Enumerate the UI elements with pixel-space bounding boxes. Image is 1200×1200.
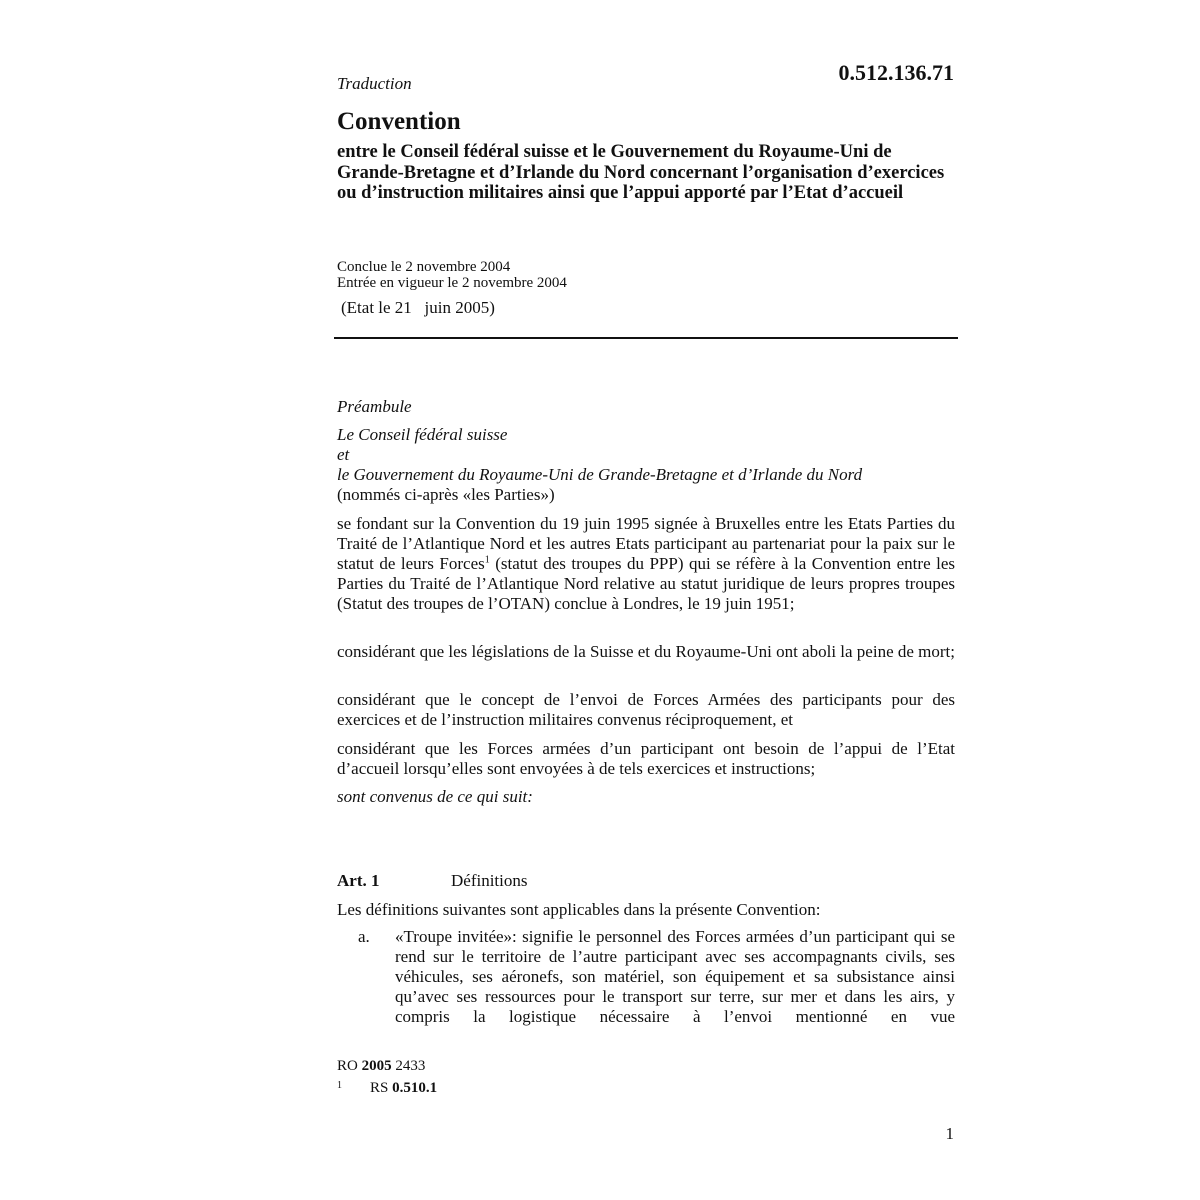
- rs-prefix: RS: [370, 1080, 393, 1096]
- in-force-date: Entrée en vigueur le 2 novembre 2004: [337, 274, 567, 291]
- preamble-parties: [337, 425, 955, 505]
- article-1-label: Art. 1: [337, 871, 380, 890]
- ro-prefix: RO: [337, 1058, 362, 1074]
- paragraph-1-text-b: (statut des troupes du PPP) qui se réfère à la Convention entre les Parties du Traité de l’Atlantique Nord relative au statut juridique de leurs propres troupes (Statut des troupes de l’OTAN) conclue à Londres, le 19 juin 1951;: [337, 554, 955, 613]
- party-conjunction: et: [337, 445, 350, 464]
- article-1-title: Définitions: [451, 871, 528, 890]
- preamble-paragraph-2: considérant que les législations de la Suisse et du Royaume-Uni ont aboli la peine de mort;: [337, 642, 956, 661]
- footnote-1-marker: 1: [337, 1080, 342, 1091]
- parties-definition: (nommés ci-après «les Parties»): [337, 485, 555, 504]
- footnote-ro: [337, 1058, 425, 1075]
- rs-number[interactable]: 0.510.1: [392, 1080, 438, 1096]
- translation-label: Traduction: [337, 74, 412, 93]
- document-number: 0.512.136.71: [838, 60, 954, 85]
- footnote-ref-1[interactable]: 1: [484, 554, 490, 566]
- ro-page: 2433: [391, 1058, 426, 1074]
- preamble-conclusion: sont convenus de ce qui suit:: [337, 787, 533, 806]
- preamble-paragraph-1: [337, 514, 955, 614]
- paragraph-1-text-a: se fondant sur la Convention du 19 juin 1995 signée à Bruxelles entre les Etats Parties du Traité de l’Atlantique Nord et les autres Etats participant au partenariat pour la paix sur le statut de leurs Forces: [337, 514, 955, 573]
- header-divider: [334, 337, 958, 339]
- document-title: Convention: [337, 108, 461, 135]
- preamble-heading: Préambule: [337, 397, 412, 416]
- concluded-date: Conclue le 2 novembre 2004: [337, 259, 511, 275]
- status-date: (Etat le 21 juin 2005): [341, 298, 495, 317]
- document-subtitle: entre le Conseil fédéral suisse et le Gouvernement du Royaume-Uni de Grande-Bretagne et d’Irlande du Nord concernant l’organisation d’exercices ou d’instruction militaires ainsi que l’appui apporté par l’Etat d’accueil: [337, 142, 945, 203]
- preamble-paragraph-3: considérant que le concept de l’envoi de Forces Armées des participants pour des exercices et de l’instruction militaires convenus réciproquement, et: [337, 690, 955, 729]
- article-1-intro: Les définitions suivantes sont applicables dans la présente Convention:: [337, 900, 821, 919]
- dates-block: [337, 260, 567, 291]
- page-number: 1: [945, 1124, 954, 1143]
- ro-year: 2005: [361, 1058, 392, 1074]
- list-item-marker: a.: [358, 927, 370, 946]
- party-switzerland: Le Conseil fédéral suisse: [337, 425, 508, 444]
- list-item-text: «Troupe invitée»: signifie le personnel des Forces armées d’un participant qui se rend sur le territoire de l’autre participant avec ses accompagnants civils, ses véhicules, ses aéronefs, son matériel, son équipement et sa subsistance ainsi qu’avec ses ressources pour le transport sur terre, sur mer et dans les airs, y compris la logistique nécessaire à l’envoi mentionné en vue: [395, 927, 955, 1026]
- footnote-1: [337, 1080, 437, 1097]
- preamble-paragraph-4: considérant que les Forces armées d’un participant ont besoin de l’appui de l’Etat d’accueil lorsqu’elles sont envoyées à de tels exercices et instructions;: [337, 739, 955, 778]
- party-uk: le Gouvernement du Royaume-Uni de Grande-Bretagne et d’Irlande du Nord: [337, 465, 863, 484]
